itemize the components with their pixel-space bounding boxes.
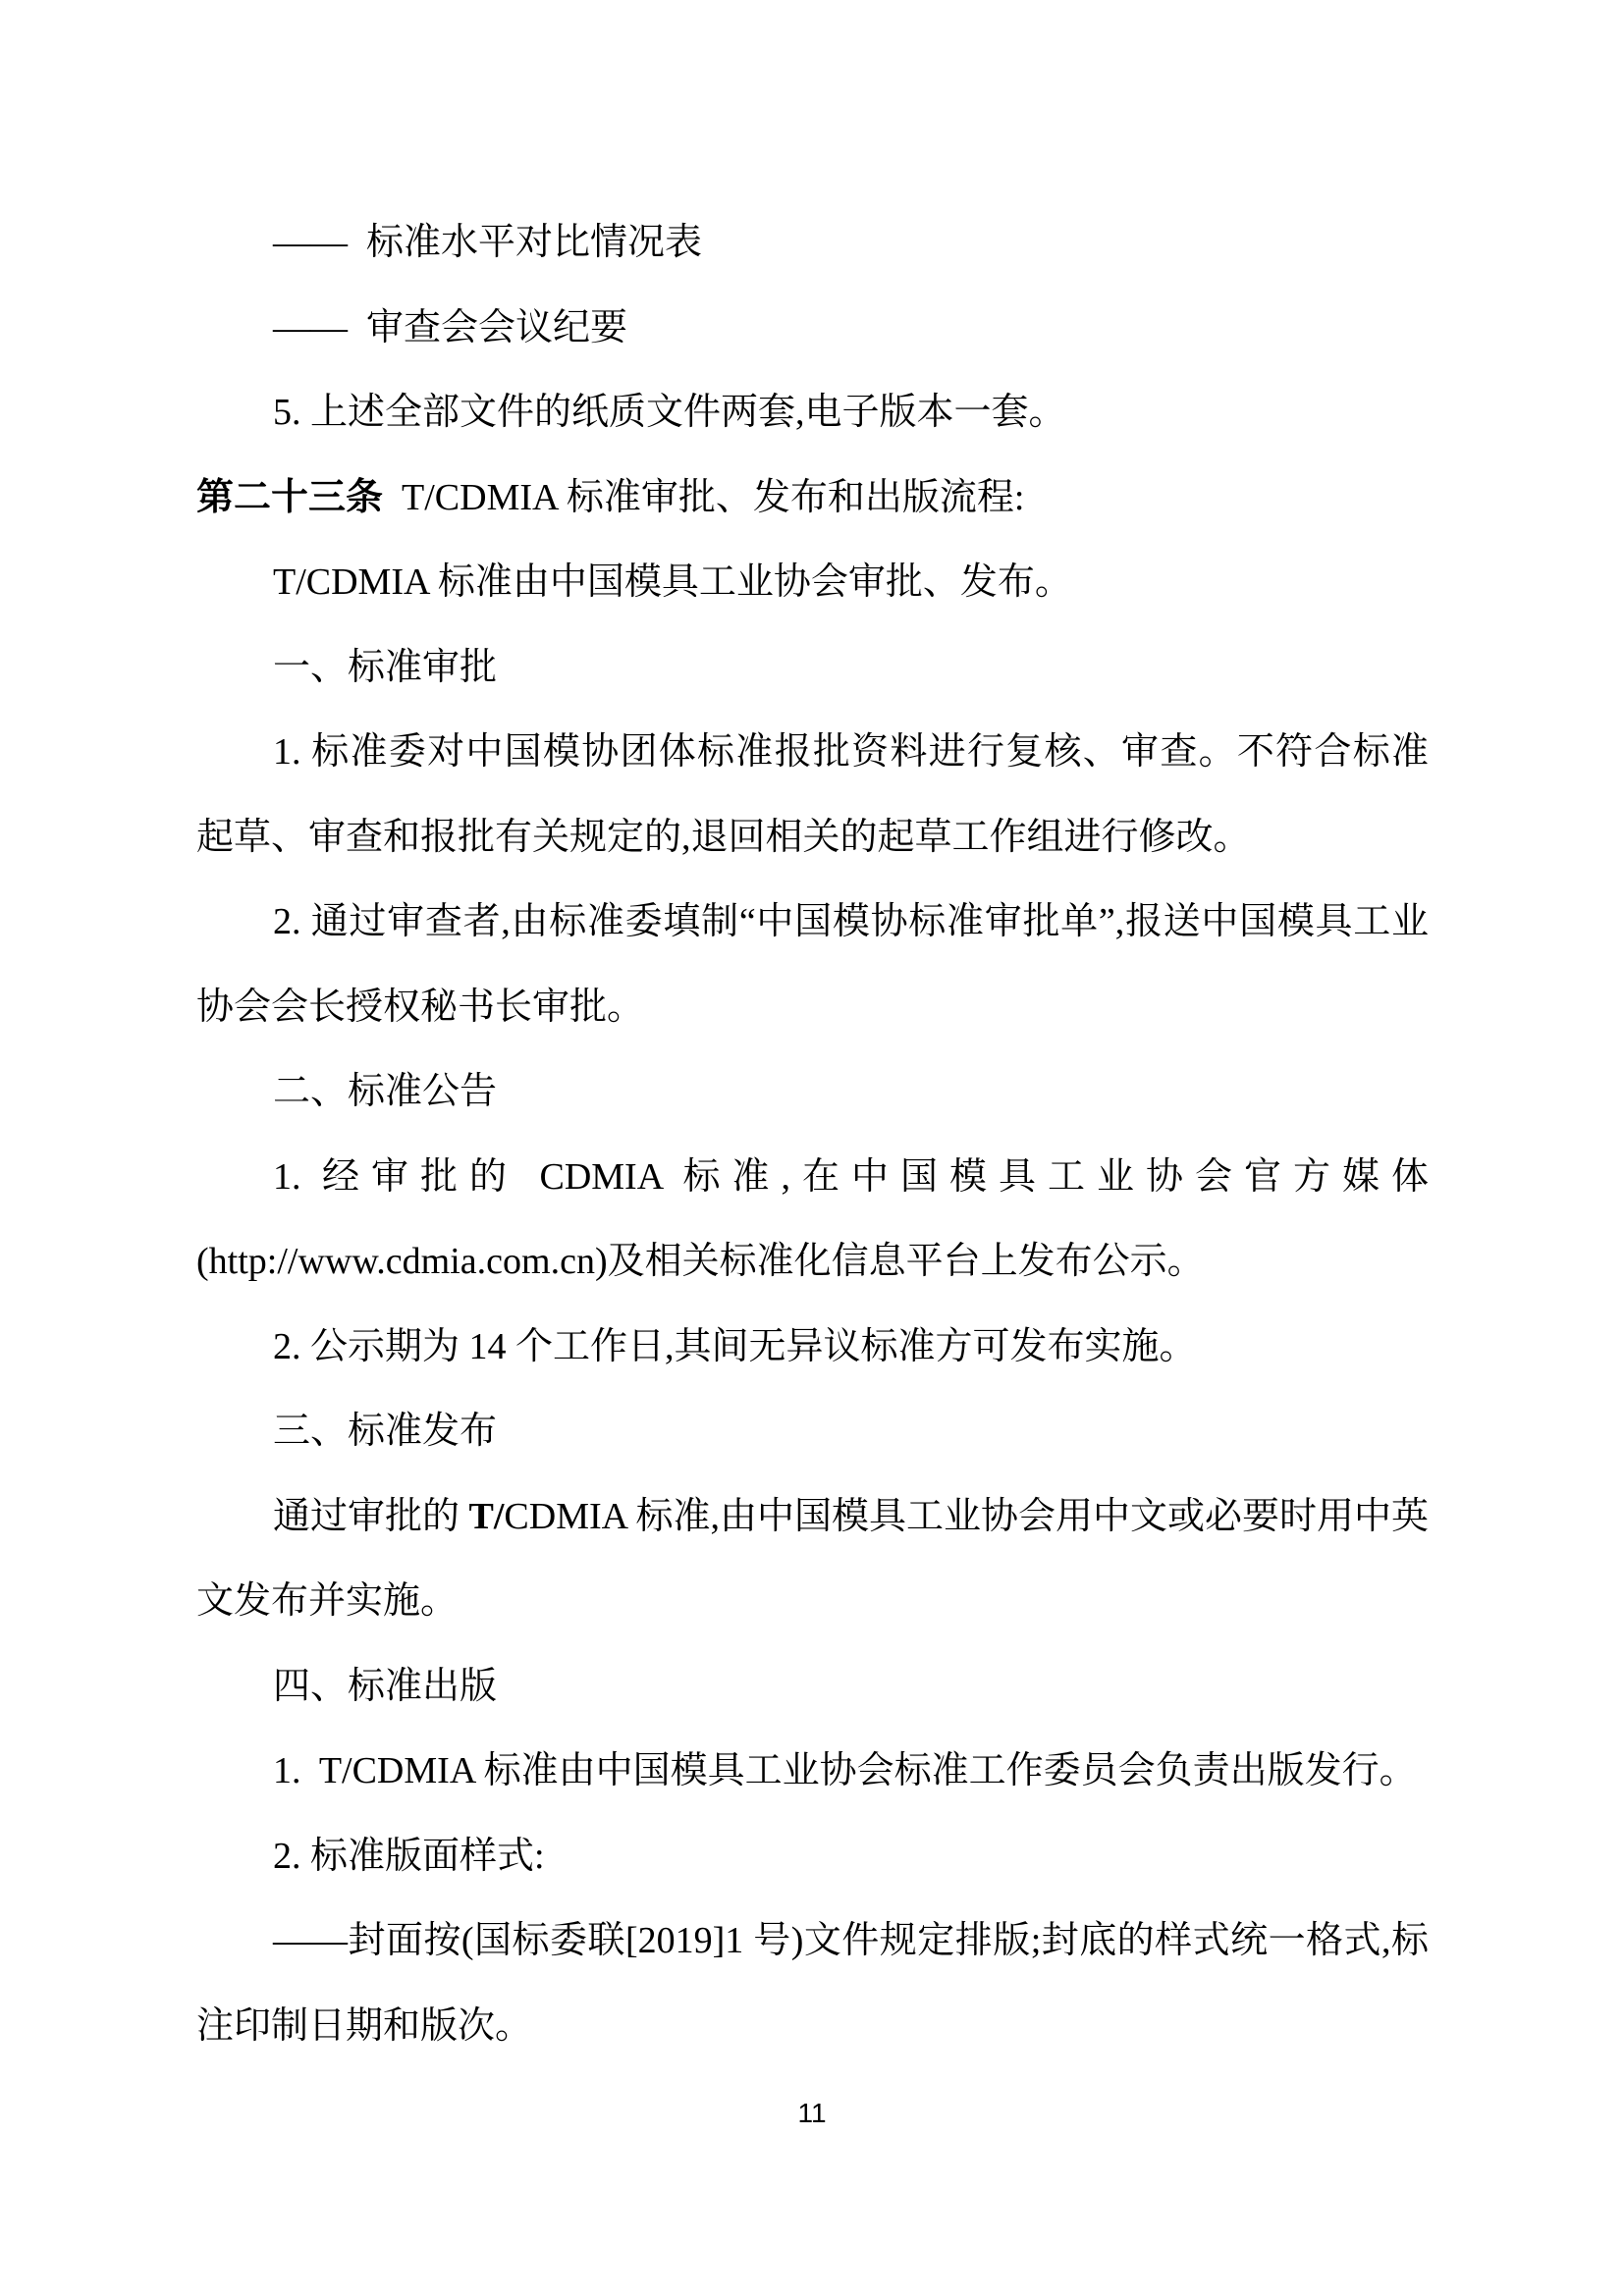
item-1-publishing-responsibility [196,1729,1429,1814]
article-23-heading [196,455,1429,541]
item-1-official-media-announcement [196,1135,1429,1305]
text-run: CDMIA 标准,由中国模具工业协会用中文或必要时用中英文发布并实施。 [196,1495,1430,1622]
item-2-public-notice-period [196,1305,1429,1390]
text-run: 四、标准出版 [273,1665,498,1707]
text-run: 三、标准发布 [273,1411,498,1452]
text-run: T/CDMIA 标准由中国模具工业协会审批、发布。 [273,561,1072,603]
dash-item-review-meeting-minutes [196,286,1429,371]
text-run: 2. 公示期为 14 个工作日,其间无异议标准方可发布实施。 [273,1325,1197,1367]
text-run: 二、标准公告 [273,1071,498,1112]
dash-item-cover-layout-rule [196,1898,1429,2068]
text-run: 2. 标准版面样式: [273,1835,545,1877]
item-2-approval-form [196,880,1429,1049]
paragraph-release-language [196,1474,1429,1644]
website-url-text: (http://www.cdmia.com.cn) [196,1241,608,1282]
text-run: 及相关标准化信息平台上发布公示。 [607,1241,1205,1282]
text-run: 2. 通过审查者,由标准委填制“中国模协标准审批单”,报送中国模具工业协会会长授权秘书长审批。 [196,901,1429,1028]
text-run: —— 审查会会议纪要 [273,306,628,348]
item-2-layout-style [196,1814,1429,1899]
item-5-paper-copies [196,370,1429,455]
text-run: —— 标准水平对比情况表 [273,222,703,263]
text-run: 1. T/CDMIA 标准由中国模具工业协会标准工作委员会负责出版发行。 [273,1750,1417,1791]
document-body [196,200,1429,2068]
text-run: ——封面按(国标委联[2019]1 号)文件规定排版;封底的样式统一格式,标注印制日期和版次。 [196,1920,1429,2047]
dash-item-standard-comparison-table [196,200,1429,286]
article-title: T/CDMIA 标准审批、发布和出版流程: [383,476,1025,518]
paragraph-approval-intro [196,540,1429,625]
article-number-bold: 第二十三条 [196,476,384,518]
section-4-standard-publishing [196,1644,1429,1730]
page-number: 11 [797,2098,827,2128]
item-1-review-check [196,710,1429,880]
section-3-standard-release [196,1389,1429,1474]
text-run: 5. 上述全部文件的纸质文件两套,电子版本一套。 [273,392,1066,433]
text-run: 通过审批的 [273,1495,469,1537]
text-run: 1. 经审批的 CDMIA 标准,在中国模具工业协会官方媒体 [273,1155,1429,1198]
text-run: 一、标准审批 [273,646,498,688]
text-run: 1. 标准委对中国模协团体标准报批资料进行复核、审查。不符合标准起草、审查和报批有关规定的,退回相关的起草工作组进行修改。 [196,731,1429,858]
t-slash-bold: T/ [468,1495,505,1537]
section-2-standard-announcement [196,1049,1429,1135]
section-1-standard-approval [196,625,1429,711]
